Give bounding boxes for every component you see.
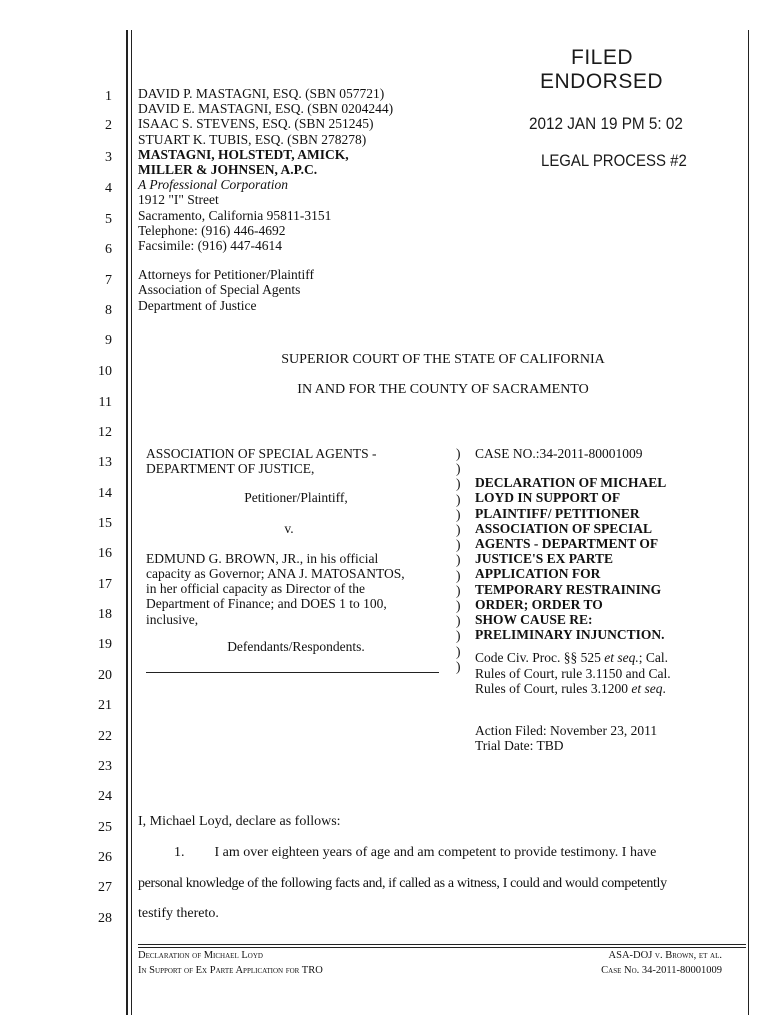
line-number: 7: [105, 273, 112, 288]
petitioner-role: Petitioner/Plaintiff,: [244, 490, 348, 506]
attorneys-for: Department of Justice: [138, 297, 257, 313]
line-number: 15: [98, 516, 112, 531]
document-title-line: PLAINTIFF/ PETITIONER: [475, 505, 640, 521]
paragraph-1-line-3: testify thereto.: [138, 906, 219, 921]
defendant-line: EDMUND G. BROWN, JR., in his official: [146, 550, 379, 566]
defendant-line: inclusive,: [146, 611, 199, 627]
paragraph-1-first-line: [138, 845, 738, 861]
code-reference-line: Rules of Court, rule 3.1150 and Cal.: [475, 665, 671, 681]
line-number: 5: [105, 212, 112, 227]
case-info: [475, 446, 745, 753]
code-reference-line: [475, 650, 745, 665]
defendant-line: capacity as Governor; ANA J. MATOSANTOS,: [146, 566, 405, 582]
footer-right-line1: ASA-DOJ v. Brown, et al.: [608, 950, 722, 961]
firm-type: A Professional Corporation: [138, 177, 289, 193]
footer-rule: [138, 944, 746, 945]
line-number: 20: [98, 668, 112, 683]
line-number: 17: [98, 577, 112, 592]
line-number: 4: [105, 181, 112, 196]
defendant-line: Department of Finance; and DOES 1 to 100,: [146, 596, 387, 612]
firm-address-city: Sacramento, California 95811-3151: [138, 207, 332, 223]
court-county: IN AND FOR THE COUNTY OF SACRAMENTO: [297, 382, 589, 397]
endorsed-stamp: ENDORSED: [540, 70, 664, 93]
line-number: 14: [98, 486, 112, 501]
document-title-line: JUSTICE'S EX PARTE: [475, 551, 614, 567]
line-number: 1: [105, 89, 112, 104]
left-margin-rule-inner: [131, 30, 132, 1015]
line-number: 21: [98, 698, 112, 713]
attorneys-for: Association of Special Agents: [138, 282, 301, 298]
left-margin-rule: [126, 30, 128, 1015]
code-text-italic: et seq.: [604, 650, 639, 666]
line-number: 27: [98, 880, 112, 895]
document-title: [475, 475, 745, 642]
case-dates: [475, 723, 745, 753]
document-title-line: SHOW CAUSE RE:: [475, 612, 593, 628]
document-title-line: LOYD IN SUPPORT OF: [475, 490, 621, 506]
line-number: 16: [98, 546, 112, 561]
code-text: ; Cal.: [638, 650, 668, 666]
attorney-name: DAVID E. MASTAGNI, ESQ. (SBN 0204244): [138, 101, 394, 117]
line-number: 13: [98, 455, 112, 470]
footer-left-line2: In Support of Ex Parte Application for TRO: [138, 965, 323, 976]
attorneys-for: Attorneys for Petitioner/Plaintiff: [138, 267, 314, 283]
document-title-line: ORDER; ORDER TO: [475, 596, 603, 612]
declaration-intro: I, Michael Loyd, declare as follows:: [138, 814, 341, 829]
filed-stamp: FILED: [571, 46, 634, 69]
line-number: 6: [105, 242, 112, 257]
line-number: 22: [98, 729, 112, 744]
line-number: 11: [98, 395, 112, 410]
document-title-line: PRELIMINARY INJUNCTION.: [475, 627, 665, 643]
document-title-line: TEMPORARY RESTRAINING: [475, 581, 662, 597]
line-number: 18: [98, 607, 112, 622]
case-number: CASE NO.:34-2011-80001009: [475, 446, 643, 461]
firm-address-street: 1912 "I" Street: [138, 192, 219, 208]
code-text: .: [662, 680, 666, 696]
paragraph-text: I am over eighteen years of age and am competent to provide testimony. I have: [214, 845, 657, 860]
footer-left-line1: Declaration of Michael Loyd: [138, 950, 263, 961]
code-references: [475, 650, 745, 696]
footer-right-line2: Case No. 34-2011-80001009: [601, 965, 722, 976]
paragraph-number: 1.: [174, 845, 185, 860]
line-number: 19: [98, 637, 112, 652]
line-number: 8: [105, 303, 112, 318]
defendant-line: in her official capacity as Director of the: [146, 581, 366, 597]
line-number: 24: [98, 789, 112, 804]
caption-parentheses: ) ) ) ) ) ) ) ) ) ) ) ) ) ) ): [456, 446, 461, 674]
code-reference-line: [475, 681, 745, 696]
firm-name: MASTAGNI, HOLSTEDT, AMICK,: [138, 146, 349, 162]
versus: v.: [284, 520, 294, 536]
code-text-italic: et seq: [631, 680, 663, 696]
action-filed: Action Filed: November 23, 2011: [475, 723, 658, 739]
attorney-name: DAVID P. MASTAGNI, ESQ. (SBN 057721): [138, 86, 385, 101]
line-number: 10: [98, 364, 112, 379]
filed-datetime-stamp: 2012 JAN 19 PM 5: 02: [529, 114, 683, 133]
code-text: Code Civ. Proc. §§ 525: [475, 650, 605, 666]
party-underline: [146, 672, 439, 673]
document-title-line: DECLARATION OF MICHAEL: [475, 475, 667, 491]
attorney-caption: [138, 86, 393, 313]
footer-rule-2: [138, 947, 746, 948]
court-name: SUPERIOR COURT OF THE STATE OF CALIFORNIA: [281, 352, 605, 367]
line-number: 2: [105, 118, 112, 133]
parties-block: [146, 446, 446, 654]
line-number: 23: [98, 759, 112, 774]
line-number: 25: [98, 820, 112, 835]
line-number: 9: [105, 333, 112, 348]
line-number: 3: [105, 150, 112, 165]
document-title-line: APPLICATION FOR: [475, 566, 601, 582]
document-title-line: ASSOCIATION OF SPECIAL: [475, 520, 653, 536]
firm-facsimile: Facsimile: (916) 447-4614: [138, 238, 282, 254]
line-number: 26: [98, 850, 112, 865]
firm-name: MILLER & JOHNSEN, A.P.C.: [138, 162, 318, 178]
right-margin-rule: [748, 30, 749, 1015]
paragraph-1-line-2: personal knowledge of the following facts and, if called as a witness, I could and would competently: [138, 876, 667, 891]
trial-date: Trial Date: TBD: [475, 738, 564, 754]
legal-process-stamp: LEGAL PROCESS #2: [541, 151, 687, 170]
petitioner-name: ASSOCIATION OF SPECIAL AGENTS -: [146, 446, 377, 461]
line-number: 28: [98, 911, 112, 926]
document-title-line: AGENTS - DEPARTMENT OF: [475, 536, 659, 552]
attorney-name: STUART K. TUBIS, ESQ. (SBN 278278): [138, 131, 367, 147]
defendant-role: Defendants/Respondents.: [227, 638, 365, 654]
line-number: 12: [98, 425, 112, 440]
attorney-name: ISAAC S. STEVENS, ESQ. (SBN 251245): [138, 116, 374, 132]
petitioner-name: DEPARTMENT OF JUSTICE,: [146, 461, 315, 477]
firm-telephone: Telephone: (916) 446-4692: [138, 222, 286, 238]
code-text: Rules of Court, rules 3.1200: [475, 680, 632, 696]
